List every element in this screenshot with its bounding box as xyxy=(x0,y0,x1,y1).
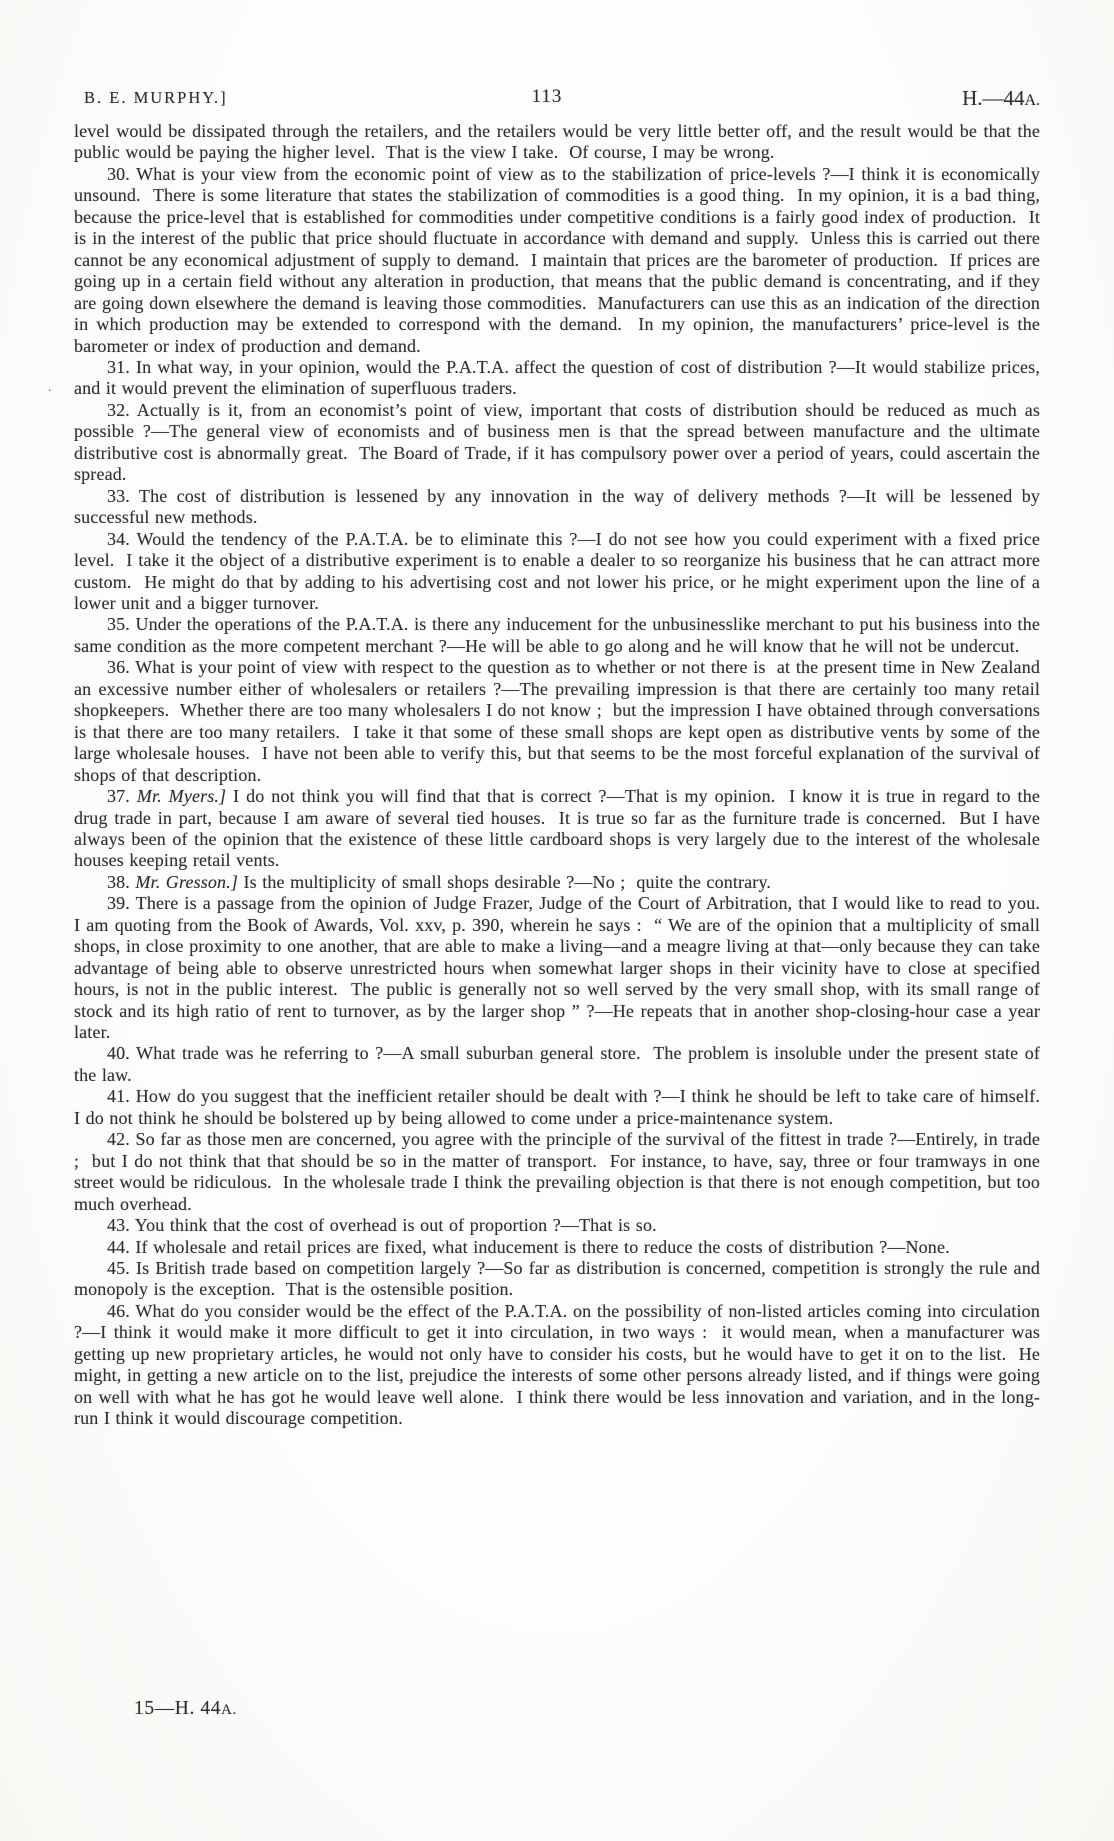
paragraph xyxy=(74,893,1051,1043)
paragraph xyxy=(74,1086,1051,1129)
paragraph xyxy=(74,528,1046,615)
paragraph xyxy=(74,121,1046,164)
paragraph xyxy=(74,614,1046,657)
paragraph-text: 42. So far as those men are concerned, you agree with the principle of the survival of the fittest in trade ?—Entirely, in trade ; but I do not think that that should be so in the matter of transport. For instance, to have, say, three or four tramways in one street would be ridiculous. In the wholesale trade I think the prevailing objection is that there is not enough competition, but too much overhead. xyxy=(74,1129,1046,1214)
running-head xyxy=(74,86,1040,112)
questioner-name: Mr. Myers.] xyxy=(136,786,227,807)
paragraph-text: 32. Actually is it, from an economist’s point of view, important that costs of distribution should be reduced as much as possible ?—The general view of economists and of business men is that the spread between manufacture and the ultimate distributive cost is abnormally great. The Board of Trade, if it has compulsory power over a period of years, could ascertain the spread. xyxy=(74,399,1046,485)
paragraph-text: 34. Would the tendency of the P.A.T.A. be to eliminate this ?—I do not see how you could experiment with a fixed price level. I take it the object of a distributive experiment is to enable a dealer to so reorganize his business that he can attract more custom. He might do that by adding to his advertising cost and not lower his price, or he might experiment upon the line of a lower unit and a bigger turnover. xyxy=(74,528,1046,613)
paragraph xyxy=(74,399,1046,486)
printer-imprint-suffix: A. xyxy=(221,1702,237,1718)
paragraph-text: 43. You think that the cost of overhead is out of proportion ?—That is so. xyxy=(107,1215,657,1236)
paragraph-text: Is the multiplicity of small shops desirable ?—No ; quite the contrary. xyxy=(238,871,772,892)
page-number: 113 xyxy=(531,86,563,107)
paragraph xyxy=(74,1215,1040,1236)
paragraph xyxy=(74,1237,1040,1258)
questioner-name: Mr. Gresson.] xyxy=(135,871,238,892)
paragraph xyxy=(74,657,1046,786)
paragraph-text: 37. xyxy=(107,786,137,807)
paper-reference-main: H.—44 xyxy=(962,86,1025,110)
paragraph xyxy=(74,1258,1046,1301)
paragraph xyxy=(74,786,1046,872)
paragraph-text: 36. What is your point of view with respect to the question as to whether or not there is at the present time in New Zealand an excessive number either of wholesalers or retailers ?—The prevailing impression is that there are certainly too many retail shopkeepers. Whether there are too many wholesalers I do not know ; but the impression I have obtained through conversations is that there are too many retailers. I take it that some of these small shops are kept open as distributive vents by some of the large wholesale houses. I have not been able to verify this, but that seems to be the most forceful explanation of the survival of shops of that description. xyxy=(74,657,1046,785)
text-body xyxy=(74,121,1051,1430)
paragraph xyxy=(74,872,1040,893)
scan-speck: . xyxy=(48,380,52,395)
paper-reference-suffix: A. xyxy=(1024,92,1040,109)
paragraph xyxy=(74,1043,1046,1086)
paragraph xyxy=(74,356,1046,400)
paragraph-text: 44. If wholesale and retail prices are fixed, what inducement is there to reduce the costs of distribution ?—None. xyxy=(107,1236,950,1257)
paragraph-text: 46. What do you consider would be the effect of the P.A.T.A. on the possibility of non-listed articles coming into circulation ?—I think it would make it more difficult to get it into circulation, in two ways : it would mean, when a manufacturer was getting up new proprietary articles, he would not only have to consider his costs, but he would have to get it on to the list. He might, in getting a new article on to the list, prejudice the interests of some other persons already listed, and if things were going on well with what he has got he would leave well alone. I think there would be less innovation and variation, and in the long-run I think it would discourage competition. xyxy=(74,1300,1046,1429)
paragraph-text: 31. In what way, in your opinion, would the P.A.T.A. affect the question of cost of distribution ?—It would stabilize prices, and it would prevent the elimination of superfluous traders. xyxy=(74,356,1046,399)
paragraph-text: 41. How do you suggest that the inefficient retailer should be dealt with ?—I think he should be left to take care of himself. I do not think he should be bolstered up by being allowed to come under a price-maintenance system. xyxy=(74,1086,1051,1128)
paragraph-text: 39. There is a passage from the opinion of Judge Frazer, Judge of the Court of Arbitration, that I would like to read to you. I am quoting from the Book of Awards, Vol. xxv, p. 390, wherein he says : “ We are of the opinion that a multiplicity of small shops, in close proximity to one another, that are able to make a living—and a meagre living at that—only because they can take advantage of being able to observe unrestricted hours when somewhat larger shops in their vicinity have to close at specified hours, is not in the public interest. The public is generally not so well served by the very small shop, with its small range of stock and its high ratio of rent to turnover, as by the larger shop ” ?—He repeats that in another shop-closing-hour case a year later. xyxy=(74,893,1051,1043)
paragraph xyxy=(74,485,1046,529)
paragraph-text: 40. What trade was he referring to ?—A small suburban general store. The problem is insoluble under the present state of the law. xyxy=(74,1043,1046,1085)
paragraph-text: 30. What is your view from the economic point of view as to the stabilization of price-levels ?—I think it is economically unsound. There is some literature that states the stabilization of commodities is a good thing. In my opinion, it is a bad thing, because the price-level that is established for commodities under competitive conditions is a fairly good index of production. It is in the interest of the public that price should fluctuate in accordance with demand and supply. Unless this is carried out there cannot be any economical adjustment of supply to demand. I maintain that prices are the barometer of production. If prices are going up in a certain field without any alteration in production, that means that the public demand is concentrating, and if they are going down elsewhere the demand is leaving those commodities. Manufacturers can use this as an indication of the direction in which production may be extended to correspond with the demand. In my opinion, the manufacturers’ price-level is the barometer or index of production and demand. xyxy=(74,163,1046,356)
paragraph xyxy=(74,1129,1046,1215)
paragraph xyxy=(74,1300,1046,1430)
paragraph-text: 33. The cost of distribution is lessened by any innovation in the way of delivery methods ?—It will be lessened by successful new methods. xyxy=(74,485,1046,528)
printer-imprint xyxy=(134,1698,237,1720)
paper-reference xyxy=(962,86,1040,111)
paragraph-text: 45. Is British trade based on competition largely ?—So far as distribution is concerned, competition is strongly the rule and monopoly is the exception. That is the ostensible position. xyxy=(74,1258,1046,1300)
witness-name: B. E. MURPHY.] xyxy=(84,88,228,107)
paragraph-text: level would be dissipated through the retailers, and the retailers would be very little better off, and the result would be that the public would be paying the higher level. That is the view I take. Of course, I may be wrong. xyxy=(74,121,1046,163)
printer-imprint-main: 15—H. 44 xyxy=(134,1698,222,1719)
paragraph-text: 35. Under the operations of the P.A.T.A. is there any inducement for the unbusinesslike merchant to put his business into the same condition as the more competent merchant ?—He will be able to go along and he will know that he will not be undercut. xyxy=(74,614,1046,656)
paragraph-text: I do not think you will find that that is correct ?—That is my opinion. I know it is true in regard to the drug trade in part, because I am aware of several tied houses. It is true so far as the furniture trade is concerned. But I have always been of the opinion that the existence of these little cardboard shops is very largely due to the interest of the wholesale houses keeping retail vents. xyxy=(74,786,1046,871)
paragraph xyxy=(74,163,1046,357)
paragraph-text: 38. xyxy=(107,871,136,892)
